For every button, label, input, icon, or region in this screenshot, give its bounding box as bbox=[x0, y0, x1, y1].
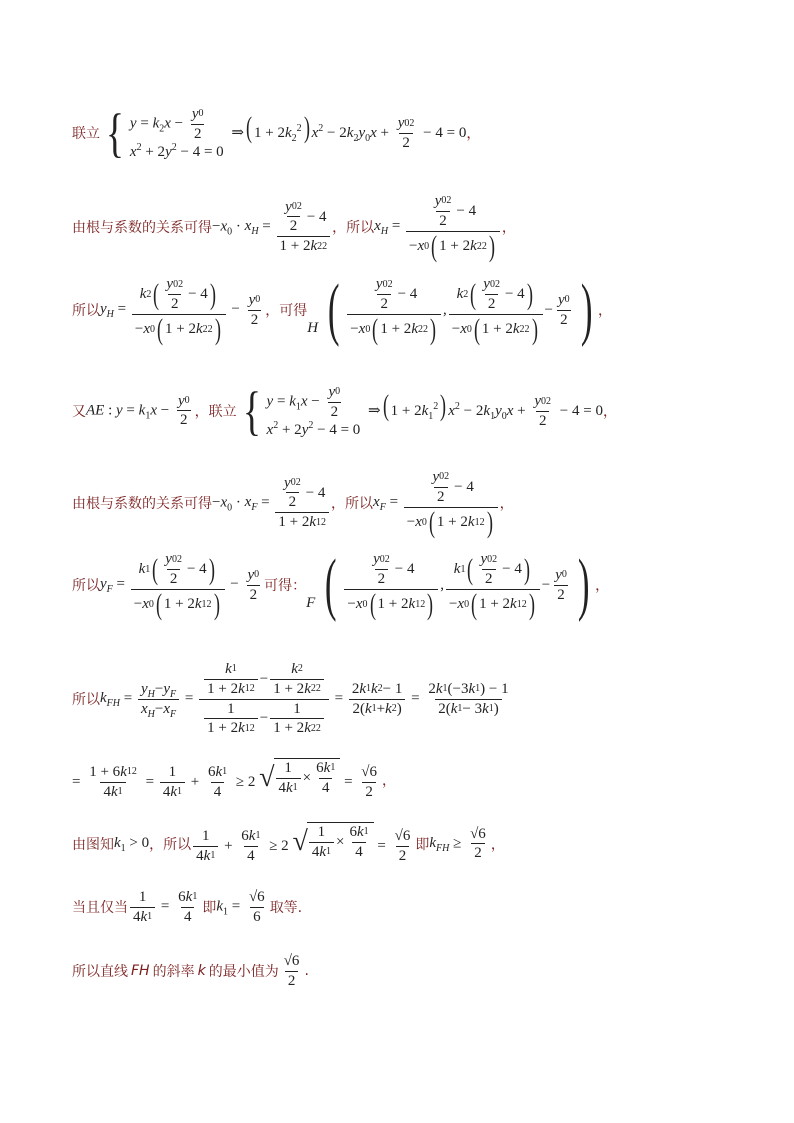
equation-line-10 bbox=[72, 888, 302, 927]
text-suoyi: ，所以 bbox=[331, 495, 374, 512]
formula-quadratic-1: ⇒( $1 + 2k_2^2$) $x^2 - 2k_2y_0x$ + y 0 2 2 − 4 = 0 bbox=[227, 110, 467, 151]
formula-xf: $x_F$ = y 0 2 2 − 4 − x 0 ( 1 + 2 k 1 2 ) bbox=[373, 468, 500, 538]
comma: ， bbox=[597, 303, 612, 319]
equation-line-7 bbox=[72, 660, 514, 738]
text-dangqie: 当且仅当 bbox=[72, 900, 128, 917]
equation-line-2 bbox=[72, 192, 516, 262]
equation-line-8 bbox=[72, 758, 396, 802]
equation-line-3 bbox=[72, 271, 612, 348]
formula-inequality: = 1 + 6 k 1 2 4 k 1 = 1 4 k 1 + 6 k 1 4 ≥ 2 √ 1 4 k 1 × 6 k 1 4 = $\frac{√6}{2}$ bbox=[72, 760, 378, 800]
formula-inequality-2: 1 4 k 1 + 6 k 1 4 ≥ 2 √ 1 4 k 1 × 6 k 1 4 = $\frac{√6}{2}$ bbox=[191, 822, 415, 866]
comma: ， bbox=[466, 125, 481, 142]
text-lianli: ，联立 bbox=[194, 403, 237, 420]
text-by-root-coef: 由根与系数的关系可得 bbox=[72, 219, 212, 236]
equation-system-1: { $y = k_2x$ − y 0 2 $x^2 + 2y^2 - 4 = 0$ bbox=[105, 102, 224, 163]
text-qudeng: 取等. bbox=[269, 900, 303, 917]
text-ji: 即 bbox=[415, 836, 430, 853]
equation-line-9 bbox=[72, 822, 505, 866]
text-min-value: 的最小值为 bbox=[208, 964, 279, 981]
equation-line-1 bbox=[72, 102, 481, 163]
text-suoyi: 所以 bbox=[72, 692, 100, 708]
comma: ， bbox=[382, 772, 397, 789]
text-k: k bbox=[197, 963, 206, 980]
formula-k1-positive: $k_1 > 0$ bbox=[114, 835, 150, 855]
formula-product-roots-h: $-x_0 \cdot x_H$ = y 0 2 2 − 4 1 + 2 k 2 2 bbox=[212, 198, 332, 256]
text-slope: 的斜率 bbox=[152, 964, 195, 981]
formula-point-f: F ( y 0 2 2 − 4 − x 0 ( 1 + 2 k 1 2 ) , k 1 ( y 0 2 2 − 4 ) − x 0 ( 1 + 2 k 1 2 ) − y 0 2 ) bbox=[306, 546, 590, 623]
text-ji: 即 bbox=[202, 900, 217, 917]
comma: ， bbox=[602, 403, 617, 420]
comma: ， bbox=[490, 836, 505, 853]
text-fh: FH bbox=[131, 963, 150, 980]
formula-xh: $x_H$ = y 0 2 2 − 4 − x 0 ( 1 + 2 k 2 2 ) bbox=[374, 192, 502, 262]
formula-k1-value: $k_1$ = $\frac{√6}{6}$ bbox=[216, 889, 265, 925]
comma: ， bbox=[501, 219, 516, 236]
equation-line-4 bbox=[72, 380, 617, 441]
comma: ， bbox=[499, 495, 514, 512]
formula-min-value: $\frac{√6}{2}$ bbox=[283, 953, 300, 989]
text-conclusion: 所以直线 bbox=[72, 964, 128, 981]
equation-line-6 bbox=[72, 546, 610, 623]
formula-point-h: H ( y 0 2 2 − 4 − x 0 ( 1 + 2 k 2 2 ) , k 2 ( y 0 2 2 − 4 ) − x 0 ( 1 + 2 k 2 2 ) − y 0 2 ) bbox=[307, 271, 593, 348]
period: . bbox=[304, 963, 309, 980]
formula-kfh: $k_{FH}$ = $y_H$ − $y_F$ $x_H$ − $x_F$ = k 1 1 + 2 k 1 2 − k 2 1 + 2 k 2 2 1 1 + 2 k 1 2 − 1 1 + 2 k 2 2 = 2 k 1 k 2 − 1 2( k 1 + k 2 ) = 2 k 1 (−3 k 1 ) − 1 2( k 1 − 3 k 1 ) bbox=[100, 661, 509, 737]
equation-line-11 bbox=[72, 952, 309, 991]
text-by-root-coef: 由根与系数的关系可得 bbox=[72, 495, 212, 512]
formula-quadratic-2: ⇒( $1 + 2k_1^2$) $x^2 - 2k_1y_0x$ + y 0 2 2 − 4 = 0 bbox=[364, 388, 603, 429]
text-youtuzhi: 由图知 bbox=[72, 836, 114, 853]
text-you: 又 bbox=[72, 403, 86, 420]
text-suoyi: ，所以 bbox=[332, 219, 375, 236]
formula-line-ae: AE : $y = k_1x$ − y 0 2 bbox=[86, 392, 190, 429]
formula-kfh-bound: $k_{FH}$ ≥ $\frac{√6}{2}$ bbox=[429, 825, 486, 862]
formula-yh: $y_H$ = k 2 ( y 0 2 2 − 4 ) − x 0 ( 1 + 2 k 2 2 ) − y 0 2 bbox=[100, 276, 261, 346]
comma: ， bbox=[595, 578, 610, 594]
formula-equality-condition: 1 4 k 1 = 6 k 1 4 bbox=[128, 888, 202, 927]
text-kede: ，可得 bbox=[265, 303, 308, 319]
text-suoyi: ，所以 bbox=[149, 836, 192, 853]
text-suoyi: 所以 bbox=[72, 303, 100, 319]
text-suoyi: 所以 bbox=[72, 578, 100, 594]
text-kede: 可得： bbox=[264, 578, 307, 594]
formula-product-roots-f: $-x_0 \cdot x_F$ = y 0 2 2 − 4 1 + 2 k 1 2 bbox=[212, 474, 331, 532]
text-lianli: 联立 bbox=[72, 125, 100, 142]
equation-system-2: { $y = k_1x$ − y 0 2 $x^2 + 2y^2 - 4 = 0$ bbox=[242, 380, 361, 441]
formula-yf: $y_F$ = k 1 ( y 0 2 2 − 4 ) − x 0 ( 1 + 2 k 1 2 ) − y 0 2 bbox=[100, 551, 260, 621]
equation-line-5 bbox=[72, 468, 514, 538]
